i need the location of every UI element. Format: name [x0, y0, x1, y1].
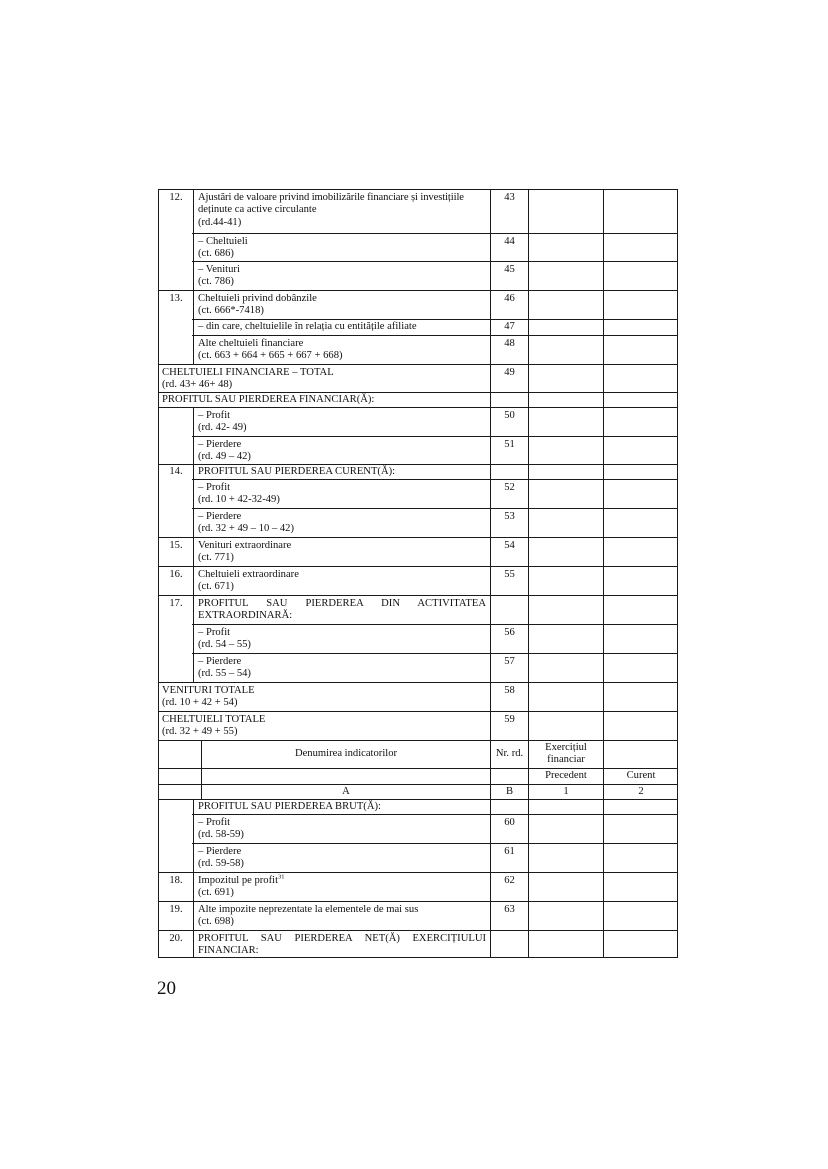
row-code: 63 [490, 902, 528, 930]
header-blank [201, 769, 490, 784]
value-precedent[interactable] [528, 465, 603, 479]
row-code [490, 800, 528, 814]
row-number: 19. [169, 904, 183, 915]
header-blank [159, 741, 201, 768]
row-number [159, 844, 193, 872]
value-precedent[interactable] [528, 683, 603, 711]
row-code: 56 [490, 625, 528, 653]
merge-mask [159, 319, 192, 322]
section-header-row [159, 800, 677, 815]
table-row [159, 902, 677, 931]
merge-mask [159, 261, 192, 264]
merge-mask [159, 479, 192, 482]
table-row [159, 509, 677, 538]
row-code: 47 [490, 320, 528, 335]
merge-mask [159, 436, 192, 439]
value-curent[interactable] [603, 291, 678, 319]
value-precedent[interactable] [528, 320, 603, 335]
value-curent[interactable] [603, 654, 678, 682]
value-curent[interactable] [603, 683, 678, 711]
section-heading: PROFITUL SAU PIERDEREA DIN ACTIVITATEA EXTRAORDINARĂ: [193, 596, 490, 624]
indicator-name: – Pierdere (rd. 32 + 49 – 10 – 42) [193, 509, 490, 537]
indicator-name: Cheltuieli extraordinare (ct. 671) [193, 567, 490, 595]
row-code: 57 [490, 654, 528, 682]
value-precedent[interactable] [528, 902, 603, 930]
indicator-name: – Pierdere (rd. 59-58) [193, 844, 490, 872]
code-2: 2 [603, 785, 678, 799]
section-heading: PROFITUL SAU PIERDEREA FINANCIAR(Ă): [162, 394, 375, 405]
row-number: 16. [169, 569, 183, 580]
row-code: 54 [490, 538, 528, 566]
value-curent[interactable] [603, 234, 678, 261]
section-header-row [159, 465, 677, 480]
code-1: 1 [528, 785, 603, 799]
indicator-name: Ajustări de valoare privind imobilizările financiare și investițiile deținute ca active circulante (rd.44-41) [193, 190, 490, 233]
value-precedent[interactable] [528, 480, 603, 508]
row-number: 15. [169, 540, 183, 551]
table-row [159, 538, 677, 567]
row-number: 14. [169, 466, 183, 477]
indicator-name: – Pierdere (rd. 55 – 54) [193, 654, 490, 682]
profit-loss-table [158, 189, 678, 958]
row-code [490, 465, 528, 479]
table-row [159, 683, 677, 712]
row-code [490, 931, 528, 958]
section-heading: PROFITUL SAU PIERDEREA BRUT(Ă): [193, 800, 490, 814]
indicator-name: – Profit (rd. 54 – 55) [193, 625, 490, 653]
indicator-name: – Profit (rd. 42- 49) [193, 408, 490, 436]
footnote-ref: 31 [278, 873, 285, 881]
column-header-row [159, 769, 677, 785]
indicator-name: Alte cheltuieli financiare (ct. 663 + 664 + 665 + 667 + 668) [193, 336, 490, 364]
table-row [159, 291, 677, 320]
row-number [159, 437, 193, 464]
header-curent: Curent [603, 769, 678, 784]
row-number: 17. [169, 598, 183, 609]
table-row [159, 815, 677, 844]
page-number: 20 [157, 978, 176, 999]
value-precedent[interactable] [528, 567, 603, 595]
value-curent[interactable] [603, 465, 678, 479]
indicator-name: CHELTUIELI FINANCIARE – TOTAL (rd. 43+ 46+ 48) [162, 367, 334, 391]
indicator-name: CHELTUIELI TOTALE (rd. 32 + 49 + 55) [162, 714, 266, 738]
table-row [159, 408, 677, 437]
column-header-row [159, 741, 677, 769]
table-row [159, 234, 677, 262]
value-curent[interactable] [603, 567, 678, 595]
value-curent[interactable] [603, 336, 678, 364]
indicator-name: Cheltuieli privind dobânzile (ct. 666*-7418) [193, 291, 490, 319]
value-curent[interactable] [603, 931, 678, 958]
value-curent[interactable] [603, 408, 678, 436]
row-code: 61 [490, 844, 528, 872]
row-number [159, 408, 193, 436]
row-code [490, 393, 528, 407]
value-precedent[interactable] [528, 844, 603, 872]
header-blank [159, 785, 201, 799]
value-curent[interactable] [603, 480, 678, 508]
row-code: 60 [490, 815, 528, 843]
value-curent[interactable] [603, 873, 678, 901]
indicator-name: Venituri extraordinare (ct. 771) [193, 538, 490, 566]
value-precedent[interactable] [528, 393, 603, 407]
value-curent[interactable] [603, 365, 678, 392]
row-code: 46 [490, 291, 528, 319]
indicator-name: Impozitul pe profit$^{31}$ (ct. 691) [193, 873, 490, 901]
indicator-name: – Venituri (ct. 786) [193, 262, 490, 290]
value-precedent[interactable] [528, 712, 603, 740]
row-code: 51 [490, 437, 528, 464]
table-row [159, 567, 677, 596]
value-precedent[interactable] [528, 291, 603, 319]
table-row [159, 262, 677, 291]
value-curent[interactable] [603, 815, 678, 843]
table-row [159, 844, 677, 873]
row-code: 50 [490, 408, 528, 436]
value-curent[interactable] [603, 320, 678, 335]
table-row [159, 437, 677, 465]
header-precedent: Precedent [528, 769, 603, 784]
section-header-row [159, 393, 677, 408]
value-precedent[interactable] [528, 873, 603, 901]
code-b: B [490, 785, 528, 799]
value-curent[interactable] [603, 538, 678, 566]
row-number [159, 654, 193, 682]
row-code: 49 [490, 365, 528, 392]
indicator-name: Alte impozite neprezentate la elementele de mai sus (ct. 698) [193, 902, 490, 930]
value-curent[interactable] [603, 800, 678, 814]
header-blank [603, 741, 678, 768]
table-row [159, 625, 677, 654]
row-number: 13. [169, 293, 183, 304]
table-row [159, 480, 677, 509]
row-number [159, 480, 193, 508]
value-curent[interactable] [603, 625, 678, 653]
value-curent[interactable] [603, 262, 678, 290]
row-number [159, 336, 193, 364]
row-number [159, 800, 193, 814]
row-code: 45 [490, 262, 528, 290]
indicator-name: – Cheltuieli (ct. 686) [193, 234, 490, 261]
row-code: 58 [490, 683, 528, 711]
row-number [159, 234, 193, 261]
indicator-name: – Pierdere (rd. 49 – 42) [193, 437, 490, 464]
header-denumire: Denumirea indicatorilor [201, 741, 490, 768]
row-code: 53 [490, 509, 528, 537]
value-precedent[interactable] [528, 262, 603, 290]
row-number: 12. [169, 192, 183, 203]
value-precedent[interactable] [528, 190, 603, 233]
section-header-row [159, 596, 677, 625]
row-number [159, 509, 193, 537]
value-precedent[interactable] [528, 654, 603, 682]
header-nr-rd: Nr. rd. [490, 741, 528, 768]
value-curent[interactable] [603, 712, 678, 740]
value-curent[interactable] [603, 393, 678, 407]
merge-mask [159, 843, 192, 846]
merge-mask [159, 233, 192, 236]
value-precedent[interactable] [528, 336, 603, 364]
value-precedent[interactable] [528, 800, 603, 814]
table-row [159, 336, 677, 365]
table-row [159, 873, 677, 902]
header-blank [490, 769, 528, 784]
value-curent[interactable] [603, 844, 678, 872]
merge-mask [159, 653, 192, 656]
value-precedent[interactable] [528, 596, 603, 624]
table-row [159, 365, 677, 393]
value-curent[interactable] [603, 902, 678, 930]
indicator-name: – din care, cheltuielile în relația cu entitățile afiliate [193, 320, 490, 335]
table-row [159, 190, 677, 234]
merge-mask [159, 508, 192, 511]
value-precedent[interactable] [528, 437, 603, 464]
code-a: A [201, 785, 490, 799]
row-code [490, 596, 528, 624]
value-precedent[interactable] [528, 538, 603, 566]
merge-mask [159, 335, 192, 338]
table-row [159, 320, 677, 336]
value-curent[interactable] [603, 437, 678, 464]
value-curent[interactable] [603, 190, 678, 233]
row-number: 18. [169, 875, 183, 886]
indicator-name: VENITURI TOTALE (rd. 10 + 42 + 54) [162, 685, 255, 709]
row-code: 44 [490, 234, 528, 261]
value-curent[interactable] [603, 509, 678, 537]
row-number: 20. [169, 933, 183, 944]
merge-mask [159, 814, 192, 817]
row-code: 43 [490, 190, 528, 233]
row-number [159, 320, 193, 335]
value-precedent[interactable] [528, 408, 603, 436]
row-number [159, 625, 193, 653]
table-row [159, 654, 677, 683]
value-precedent[interactable] [528, 365, 603, 392]
value-precedent[interactable] [528, 815, 603, 843]
header-blank [159, 769, 201, 784]
row-number [159, 262, 193, 290]
header-exercitiu: Exercițiul financiar [528, 741, 603, 768]
value-curent[interactable] [603, 596, 678, 624]
section-heading: PROFITUL SAU PIERDEREA CURENT(Ă): [193, 465, 490, 479]
section-header-row [159, 931, 677, 958]
value-precedent[interactable] [528, 509, 603, 537]
table-row [159, 712, 677, 741]
indicator-name: – Profit (rd. 58-59) [193, 815, 490, 843]
row-number [159, 815, 193, 843]
column-code-row [159, 785, 677, 800]
value-precedent[interactable] [528, 234, 603, 261]
row-code: 48 [490, 336, 528, 364]
value-precedent[interactable] [528, 931, 603, 958]
value-precedent[interactable] [528, 625, 603, 653]
row-code: 62 [490, 873, 528, 901]
indicator-name: – Profit (rd. 10 + 42-32-49) [193, 480, 490, 508]
merge-mask [159, 624, 192, 627]
row-code: 59 [490, 712, 528, 740]
row-code: 55 [490, 567, 528, 595]
row-code: 52 [490, 480, 528, 508]
section-heading: PROFITUL SAU PIERDEREA NET(Ă) EXERCIȚIULUI FINANCIAR: [193, 931, 490, 958]
